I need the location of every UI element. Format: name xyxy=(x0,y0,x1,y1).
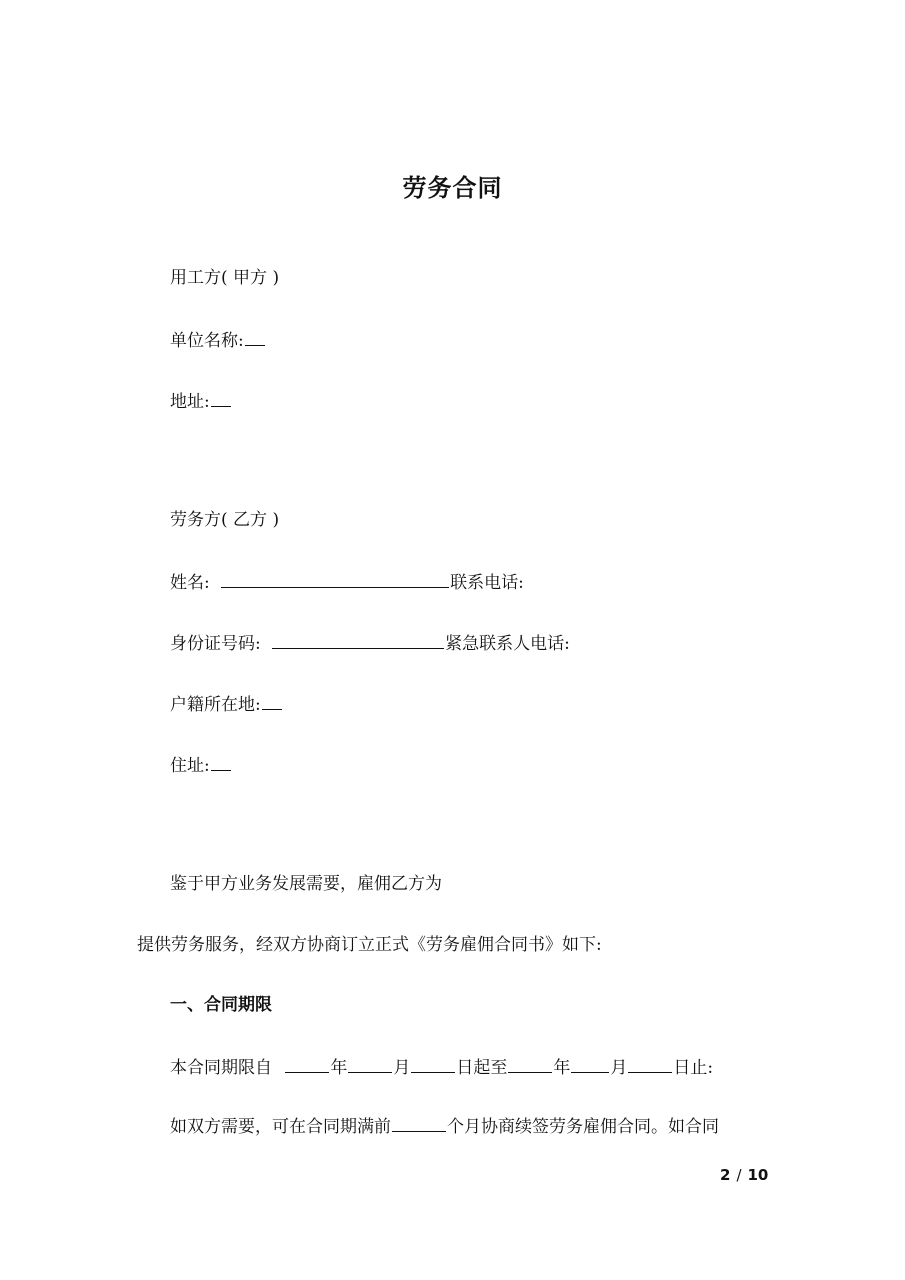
name-blank[interactable] xyxy=(221,569,449,588)
total-pages: 10 xyxy=(747,1166,769,1184)
document-title: 劳务合同 xyxy=(402,174,503,202)
name-phone-row xyxy=(170,569,524,595)
start-year-blank[interactable] xyxy=(285,1054,329,1073)
page-number xyxy=(720,1166,768,1184)
end-day-blank[interactable] xyxy=(628,1054,672,1073)
end-day-label: 日止: xyxy=(673,1058,714,1078)
period-prefix: 本合同期限自 xyxy=(170,1058,272,1078)
address-label: 地址: xyxy=(170,392,210,412)
id-emergency-row xyxy=(170,630,570,656)
renewal-prefix: 如双方需要，可在合同期满前 xyxy=(170,1117,391,1137)
emergency-phone-label: 紧急联系人电话: xyxy=(445,634,570,654)
intro-line-1: 鉴于甲方业务发展需要，雇佣乙方为 xyxy=(170,874,442,894)
end-month-blank[interactable] xyxy=(571,1054,609,1073)
end-year-label: 年 xyxy=(553,1058,571,1078)
hukou-blank[interactable] xyxy=(262,691,282,710)
residence-row xyxy=(170,752,232,778)
section-1-heading: 一、合同期限 xyxy=(170,995,272,1015)
renewal-months-blank[interactable] xyxy=(392,1113,446,1132)
contract-period-row xyxy=(170,1054,713,1080)
start-day-blank[interactable] xyxy=(411,1054,455,1073)
current-page: 2 xyxy=(720,1166,731,1184)
renewal-suffix: 个月协商续签劳务雇佣合同。如合同 xyxy=(447,1117,719,1137)
start-year-label: 年 xyxy=(330,1058,348,1078)
name-label: 姓名: xyxy=(170,573,210,593)
intro-line-2: 提供劳务服务，经双方协商订立正式《劳务雇佣合同书》如下: xyxy=(137,935,602,955)
company-name-blank[interactable] xyxy=(245,327,265,346)
start-month-label: 月 xyxy=(393,1058,411,1078)
residence-blank[interactable] xyxy=(211,752,231,771)
hukou-row xyxy=(170,691,283,717)
hukou-label: 户籍所在地: xyxy=(170,695,261,715)
party-b-label: 劳务方( 乙方 ) xyxy=(170,510,280,530)
address-blank[interactable] xyxy=(211,388,231,407)
company-name-label: 单位名称: xyxy=(170,331,244,351)
party-a-label: 用工方( 甲方 ) xyxy=(170,268,280,288)
company-name-row xyxy=(170,327,266,353)
start-month-blank[interactable] xyxy=(348,1054,392,1073)
renewal-row xyxy=(170,1113,719,1139)
end-year-blank[interactable] xyxy=(508,1054,552,1073)
address-row xyxy=(170,388,232,414)
start-day-label: 日起至 xyxy=(456,1058,508,1078)
residence-label: 住址: xyxy=(170,756,210,776)
page-separator: / xyxy=(736,1166,742,1184)
end-month-label: 月 xyxy=(610,1058,628,1078)
id-label: 身份证号码: xyxy=(170,634,261,654)
id-blank[interactable] xyxy=(272,630,444,649)
phone-label: 联系电话: xyxy=(450,573,524,593)
